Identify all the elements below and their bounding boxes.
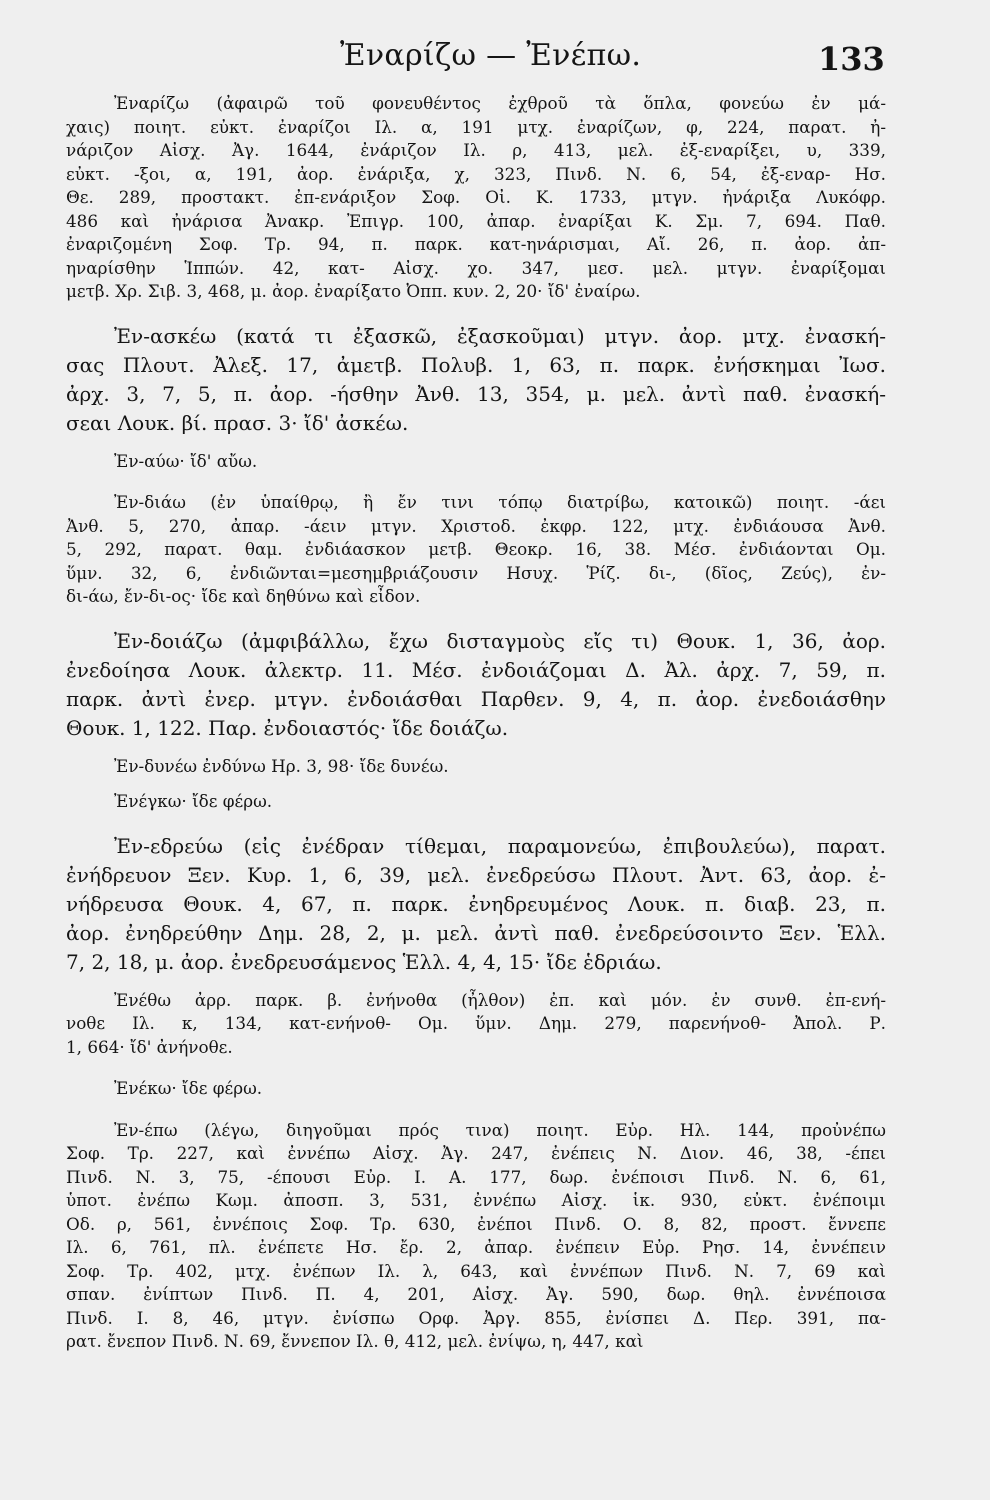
- entry-line: Ἐν-εδρεύω (εἰς ἐνέδραν τίθεμαι, παραμονεύω, ἐπιβουλεύω), παρατ.: [114, 833, 886, 858]
- entry-line: σπαν. ἐνίπτων Πινδ. Π. 4, 201, Αἰσχ. Ἀγ. 590, δωρ. θηλ. ἐννέποισα: [66, 1284, 886, 1304]
- entry-line: Πινδ. Ν. 3, 75, -έπουσι Εὐρ. Ι. Α. 177, δωρ. ἐνέποισι Πινδ. Ν. 6, 61,: [66, 1166, 886, 1187]
- entry-spacer: [66, 814, 886, 832]
- entry-line: Σοφ. Τρ. 402, μτχ. ἐνέπων Ιλ. λ, 643, καὶ ἐννέπων Πινδ. Ν. 7, 69 καὶ: [66, 1260, 886, 1281]
- entry-line: Ιλ. 6, 761, πλ. ἐνέπετε Ησ. ἔρ. 2, ἀπαρ. ἐνέπειν Εὐρ. Ρησ. 14, ἐννέπειν: [66, 1237, 886, 1257]
- entry-line: 486 καὶ ἠνάρισα Ἀνακρ. Ἐπιγρ. 100, ἀπαρ. ἐναρίξαι Κ. Σμ. 7, 694. Παθ.: [66, 210, 886, 231]
- entry-line: ἀορ. ἐνηδρεύθην Δημ. 28, 2, μ. μελ. ἀντὶ παθ. ἐνεδρεύσοιντο Ξεν. Ἑλλ.: [66, 920, 886, 945]
- entry-line: εὐκτ. -ξοι, α, 191, ἀορ. ἐνάριξα, χ, 323, Πινδ. Ν. 6, 54, ἐξ-εναρ- Ησ.: [66, 163, 886, 184]
- page-number: 133: [818, 40, 885, 78]
- entry-line: σας Πλουτ. Ἀλεξ. 17, ἀμετβ. Πολυβ. 1, 63, π. παρκ. ἐνήσκημαι Ἰωσ.: [66, 352, 886, 377]
- entry-line: ὕμν. 32, 6, ἐνδιῶνται=μεσημβριάζουσιν Ησυχ. Ῥίζ. δι-, (δῖος, Ζεύς), ἐν-: [66, 562, 886, 583]
- entry-line: Ἐνέγκω· ἴδε φέρω.: [114, 791, 273, 811]
- entry-line: 7, 2, 18, μ. ἀορ. ἐνεδρευσάμενος Ἑλλ. 4, 4, 15· ἴδε ἑδριάω.: [66, 949, 662, 974]
- entry-line: ηναρίσθην Ἱππών. 42, κατ- Αἰσχ. χο. 347, μεσ. μελ. μτγν. ἐναρίξομαι: [66, 257, 886, 278]
- entry-spacer: [66, 778, 886, 790]
- entry-en-epo: [66, 1119, 886, 1354]
- entry-enetho: [66, 989, 886, 1060]
- entry-spacer: [66, 304, 886, 322]
- entry-line: Ἐν-ασκέω (κατά τι ἐξασκῶ, ἐξασκοῦμαι) μτγν. ἀορ. μτχ. ἐνασκή-: [114, 323, 886, 348]
- entry-line: Ἀνθ. 5, 270, ἀπαρ. -άειν μτγν. Χριστοδ. ἐκφρ. 122, μτχ. ἐνδιάουσα Ἀνθ.: [66, 515, 886, 536]
- entry-en-diao: [66, 491, 886, 609]
- entry-en-dyneo: [66, 755, 886, 779]
- entry-enecho: [66, 1077, 886, 1101]
- entry-line: νοθε Ιλ. κ, 134, κατ-ενήνοθ- Ομ. ὕμν. Δημ. 279, παρενήνοθ- Ἀπολ. Ρ.: [66, 1013, 886, 1033]
- entry-en-auo: [66, 450, 886, 474]
- entry-enegko: [66, 790, 886, 814]
- entry-line: 5, 292, παρατ. θαμ. ἐνδιάασκον μετβ. Θεοκρ. 16, 38. Μέσ. ἐνδιάονται Ομ.: [66, 539, 886, 559]
- entry-line: μετβ. Χρ. Σιβ. 3, 468, μ. ἀορ. ἐναρίξατο Ὀππ. κυν. 2, 20· ἴδ' ἐναίρω.: [66, 281, 641, 301]
- entry-line: Ἐν-δοιάζω (ἀμφιβάλλω, ἔχω δισταγμοὺς εἴς τι) Θουκ. 1, 36, ἀορ.: [114, 628, 886, 653]
- entry-line: ἐνήδρευον Ξεν. Κυρ. 1, 6, 39, μελ. ἐνεδρεύσω Πλουτ. Ἀντ. 63, ἀορ. ἐ-: [66, 862, 886, 887]
- entry-line: Πινδ. Ι. 8, 46, μτγν. ἐνίσπω Ορφ. Ἀργ. 855, ἐνίσπει Δ. Περ. 391, πα-: [66, 1307, 886, 1328]
- entry-en-askeo: [66, 322, 886, 438]
- entry-line: ἐναριζομένη Σοφ. Τρ. 94, π. παρκ. κατ-ηνάρισμαι, Αἴ. 26, π. ἀορ. ἀπ-: [66, 234, 886, 254]
- entry-line: νήδρευσα Θουκ. 4, 67, π. παρκ. ἐνηδρευμένος Λουκ. π. διαβ. 23, π.: [66, 891, 886, 916]
- entry-line: νάριζον Αἰσχ. Ἀγ. 1644, ἐνάριζον Ιλ. ρ, 413, μελ. ἐξ-εναρίξει, υ, 339,: [66, 140, 886, 160]
- entry-spacer: [66, 473, 886, 491]
- entry-line: δι-άω, ἔν-δι-ος· ἴδε καὶ δηθύνω καὶ εἶδον.: [66, 586, 421, 606]
- entry-spacer: [66, 438, 886, 450]
- entry-line: Ἐνέθω ἀρρ. παρκ. β. ἐνήνοθα (ἦλθον) ἐπ. καὶ μόν. ἐν συνθ. ἐπ-ενή-: [114, 989, 886, 1010]
- entry-spacer: [66, 1059, 886, 1077]
- entry-line: Θε. 289, προστακτ. ἐπ-ενάριξον Σοφ. Οἰ. Κ. 1733, μτγν. ἠνάριξα Λυκόφρ.: [66, 187, 886, 207]
- entry-line: χαις) ποιητ. εὐκτ. ἐναρίζοι Ιλ. α, 191 μτχ. ἐναρίζων, φ, 224, παρατ. ἠ-: [66, 116, 886, 137]
- entry-en-edreuo: [66, 832, 886, 977]
- entry-line: Ἐν-αύω· ἴδ' αὔω.: [114, 450, 258, 471]
- entry-line: Ἐν-έπω (λέγω, διηγοῦμαι πρός τινα) ποιητ. Εὐρ. Ηλ. 144, προὐνέπω: [114, 1119, 886, 1140]
- entry-spacer: [66, 743, 886, 755]
- entry-spacer: [66, 609, 886, 627]
- entry-line: ἀρχ. 3, 7, 5, π. ἀορ. -ήσθην Ἀνθ. 13, 354, μ. μελ. ἀντὶ παθ. ἐνασκή-: [66, 381, 886, 406]
- entry-line: Σοφ. Τρ. 227, καὶ ἐννέπω Αἰσχ. Ἀγ. 247, ἐνέπεις Ν. Διον. 46, 38, -έπει: [66, 1143, 886, 1163]
- entry-spacer: [66, 977, 886, 989]
- entry-line: ἐνεδοίησα Λουκ. ἀλεκτρ. 11. Μέσ. ἐνδοιάζομαι Δ. Ἀλ. ἀρχ. 7, 59, π.: [66, 657, 886, 682]
- entry-enarizo: [66, 92, 886, 304]
- entry-line: Θουκ. 1, 122. Παρ. ἐνδοιαστός· ἴδε δοιάζω.: [66, 715, 509, 740]
- entry-line: Ἐν-δυνέω ἐνδύνω Ηρ. 3, 98· ἴδε δυνέω.: [114, 755, 449, 776]
- entry-line: Οδ. ρ, 561, ἐννέποις Σοφ. Τρ. 630, ἐνέποι Πινδ. Ο. 8, 82, προστ. ἔννεπε: [66, 1213, 886, 1234]
- entry-line: Ἐν-διάω (ἐν ὑπαίθρῳ, ἢ ἔν τινι τόπῳ διατρίβω, κατοικῶ) ποιητ. -άει: [114, 492, 886, 512]
- entry-line: Ἐναρίζω (ἀφαιρῶ τοῦ φονευθέντος ἐχθροῦ τὰ ὅπλα, φονεύω ἐν μά-: [114, 93, 886, 113]
- running-head: Ἐναρίζω — Ἐνέπω.: [340, 38, 642, 73]
- entry-line: παρκ. ἀντὶ ἐνερ. μτγν. ἐνδοιάσθαι Παρθεν. 9, 4, π. ἀορ. ἐνεδοιάσθην: [66, 686, 886, 711]
- entry-line: ρατ. ἔνεπον Πινδ. Ν. 69, ἔννεπον Ιλ. θ, 412, μελ. ἐνίψω, η, 447, καὶ: [66, 1331, 644, 1351]
- page-header: [0, 38, 990, 88]
- entry-en-doiazo: [66, 627, 886, 743]
- entry-line: Ἐνέκω· ἴδε φέρω.: [114, 1078, 263, 1098]
- entry-line: ὑποτ. ἐνέπω Κωμ. ἀποσπ. 3, 531, ἐννέπω Αἰσχ. ἱκ. 930, εὐκτ. ἐνέποιμι: [66, 1190, 886, 1210]
- entry-spacer: [66, 1101, 886, 1119]
- entry-line: σεαι Λουκ. βί. πρασ. 3· ἴδ' ἀσκέω.: [66, 410, 409, 435]
- dictionary-text: [66, 92, 886, 1354]
- entry-line: 1, 664· ἴδ' ἀνήνοθε.: [66, 1036, 233, 1057]
